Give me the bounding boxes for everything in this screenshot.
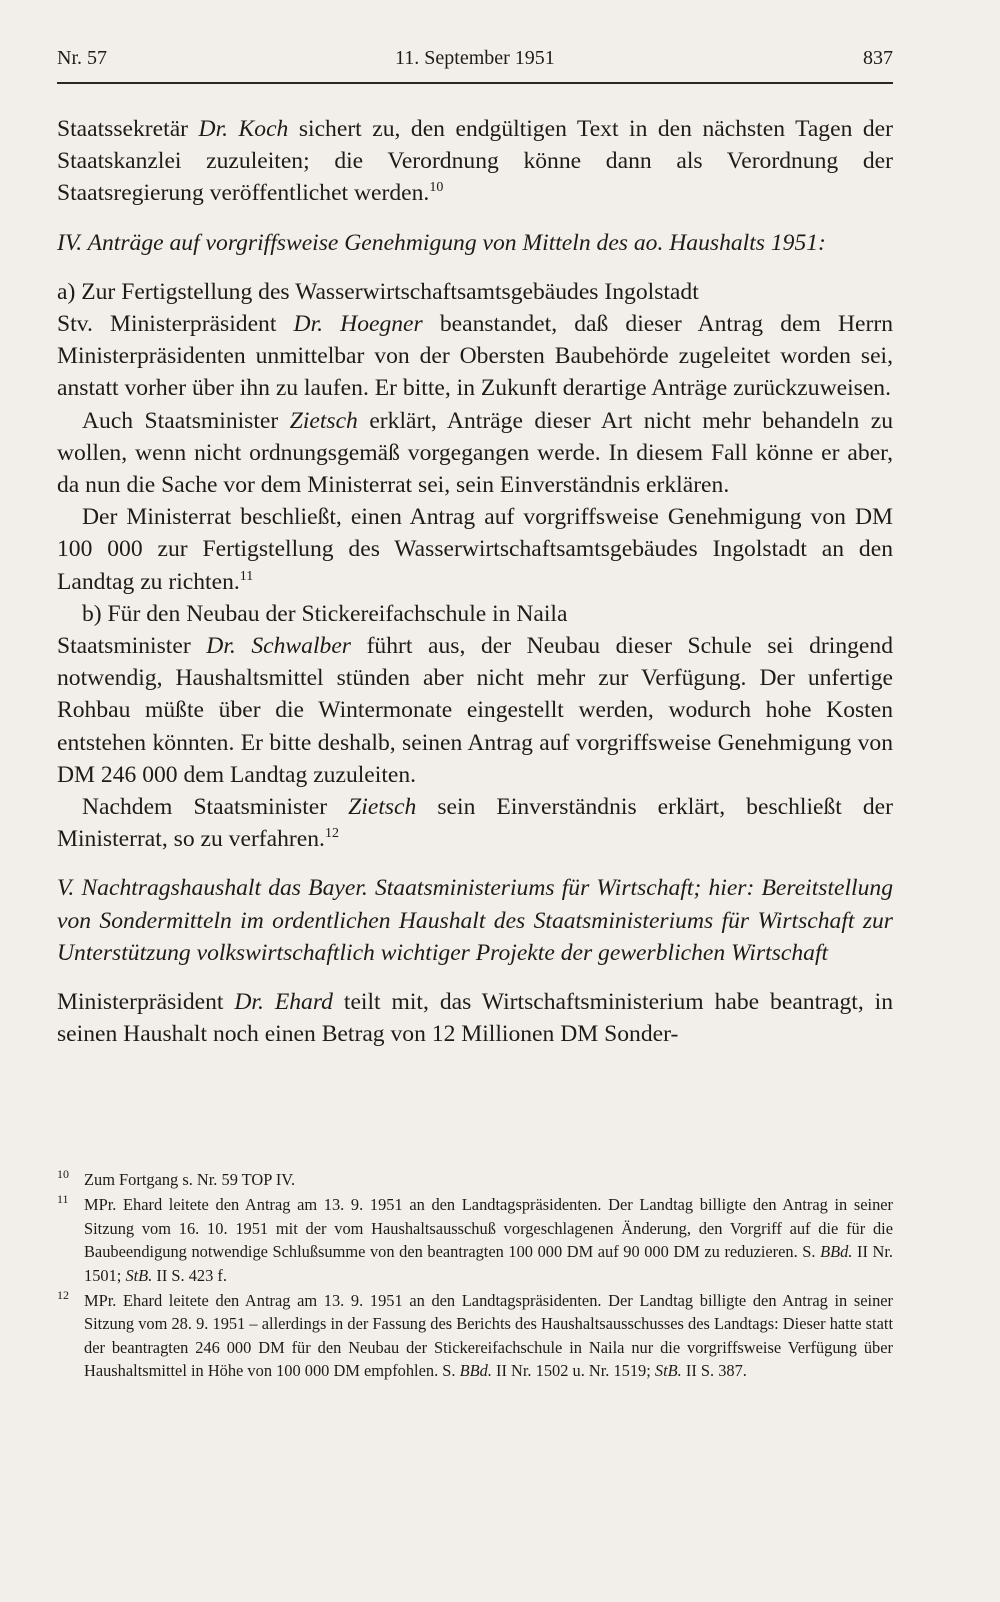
document-number: Nr. 57: [57, 47, 107, 69]
paragraph-schwalber: Staatsminister Dr. Schwalber führt aus, der Neubau dieser Schule sei dringend notwendig, Haushaltsmittel stünden aber nicht mehr zur Verfügung. Der unfertige Rohbau müßte über die Wintermonate eingestellt werden, wodurch hohe Kosten entstehen könnten. Er bitte deshalb, seinen Antrag auf vorgriffsweise Genehmigung von DM 246 000 dem Landtag zuzuleiten.: [57, 633, 893, 788]
reference-abbrev: BBd.: [459, 1361, 492, 1381]
paragraph-resolution-a: Der Ministerrat beschließt, einen Antrag auf vorgriffsweise Genehmigung von DM 100 000 zur Fertigstellung des Wasserwirtschaftsamtsgebäudes Ingolstadt an den Landtag zu richten.$^{11}$: [57, 504, 893, 595]
footnote: 11 MPr. Ehard leitete den Antrag am 13. 9. 1951 an den Landtagspräsidenten. Der Landtag billigte den Antrag in seiner Sitzung vom 16. 10. 1951 mit der vom Haushaltsausschuß vorgeschlagenen Änderung, den Vorgriff auf die für die Baubeendigung notwendige Schlußsumme von den beantragten 100 000 DM auf 90 000 DM zu reduzieren. S. BBd. II Nr. 1501; StB. II S. 423 f.: [57, 1193, 893, 1287]
person-name: Dr. Hoegner: [293, 311, 423, 338]
section-heading-v: V. Nachtragshaushalt das Bayer. Staatsministeriums für Wirtschaft; hier: Bereitstellung von Sondermitteln im ordentlichen Haushalt des Staatsministeriums für Wirtschaft zur Unterstützung volkswirtschaftlich wichtiger Projekte der gewerblichen Wirtschaft: [57, 875, 893, 966]
reference-abbrev: BBd.: [820, 1242, 853, 1262]
footnotes: [57, 1168, 893, 1385]
section-heading-iv: IV. Anträge auf vorgriffsweise Genehmigung von Mitteln des ao. Haushalts 1951:: [57, 229, 826, 256]
page-header: [57, 47, 893, 77]
footnote: 12 MPr. Ehard leitete den Antrag am 13. 9. 1951 an den Landtagspräsidenten. Der Landtag billigte den Antrag in seiner Sitzung vom 28. 9. 1951 – allerdings in der Fassung des Berichts des Haushaltsausschusses des Landtags: Dieser hatte statt der beantragten 246 000 DM für den Neubau der Stickereifachschule in Naila nur die vorgriffsweise Verfügung über Haushaltsmittel in Höhe von 100 000 DM empfohlen. S. BBd. II Nr. 1502 u. Nr. 1519; StB. II S. 387.: [57, 1289, 893, 1383]
footnote: 10 Zum Fortgang s. Nr. 59 TOP IV.: [57, 1168, 893, 1191]
reference-abbrev: StB.: [654, 1361, 682, 1381]
paragraph-hoegner: Stv. Ministerpräsident Dr. Hoegner beanstandet, daß dieser Antrag dem Herrn Ministerpräsidenten unmittelbar von der Obersten Baubehörde zugeleitet worden sei, anstatt vorher über ihn zu laufen. Er bitte, in Zukunft derartige Anträge zurückzuweisen.: [57, 311, 893, 402]
footnote-number: 10: [57, 1167, 69, 1181]
page-number: 837: [863, 47, 893, 69]
footnote-ref: 11: [239, 568, 254, 584]
person-name: Dr. Schwalber: [206, 633, 351, 660]
main-text: [57, 113, 893, 1050]
subheading-b: b) Für den Neubau der Stickereifachschule in Naila: [82, 600, 568, 627]
person-name: Dr. Ehard: [234, 989, 333, 1016]
paragraph-ehard: Ministerpräsident Dr. Ehard teilt mit, das Wirtschaftsministerium habe beantragt, in seinen Haushalt noch einen Betrag von 12 Millionen DM Sonder-: [57, 989, 894, 1048]
footnote-ref: 12: [324, 826, 339, 842]
paragraph-koch: Staatssekretär Dr. Koch sichert zu, den endgültigen Text in den nächsten Tagen der Staatskanzlei zuzuleiten; die Verordnung könne dann als Verordnung der Staatsregierung veröffentlichet werden.$^{10}$: [57, 116, 893, 207]
footnote-number: 12: [57, 1288, 69, 1303]
paragraph-zietsch: Auch Staatsminister Zietsch erklärt, Anträge dieser Art nicht mehr behandeln zu wollen, wenn nicht ordnungsgemäß vorgegangen werde. In diesem Fall könne er aber, da nun die Sache vor dem Ministerrat sei, sein Einverständnis erklären.: [57, 407, 893, 499]
person-name: Zietsch: [289, 407, 358, 434]
person-name: Zietsch: [348, 794, 417, 821]
subheading-a: a) Zur Fertigstellung des Wasserwirtschaftsamtsgebäudes Ingolstadt: [57, 278, 699, 305]
reference-abbrev: StB.: [125, 1265, 153, 1285]
header-rule: [57, 82, 893, 84]
header-date: 11. September 1951: [395, 47, 555, 69]
person-name: Dr. Koch: [198, 116, 289, 142]
paragraph-resolution-b: Nachdem Staatsminister Zietsch sein Einverständnis erklärt, beschließt der Ministerrat, so zu verfahren.$^{12}$: [57, 794, 893, 853]
footnote-number: 11: [57, 1192, 69, 1207]
footnote-ref: 10: [429, 180, 444, 196]
